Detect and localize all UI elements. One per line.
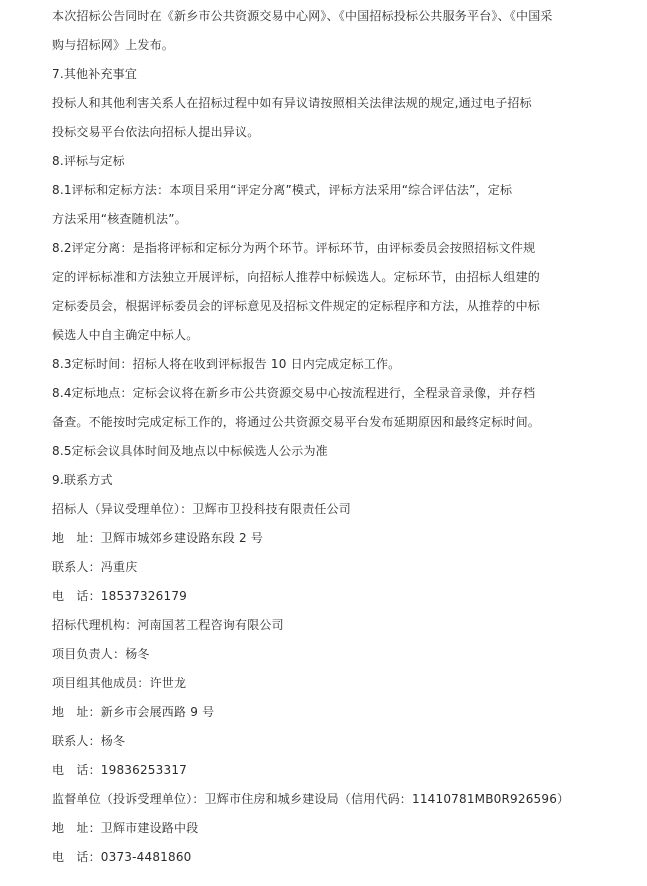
contact-line: 项目负责人：杨冬	[52, 647, 150, 661]
text-line: 定标委员会，根据评标委员会的评标意见及招标文件规定的定标程序和方法，从推荐的中标	[52, 299, 541, 313]
contact-line: 招标代理机构：河南国茗工程咨询有限公司	[52, 618, 284, 632]
contact-line: 电 话：19836253317	[52, 763, 187, 777]
section-heading: 8.评标与定标	[52, 154, 125, 168]
text-line: 方法采用“核查随机法”。	[52, 212, 187, 226]
contact-line: 地 址：卫辉市城郊乡建设路东段 2 号	[52, 531, 264, 545]
text-line: 投标人和其他利害关系人在招标过程中如有异议请按照相关法律法规的规定,通过电子招标	[52, 96, 532, 110]
contact-line: 电 话：18537326179	[52, 589, 187, 603]
text-line: 8.1评标和定标方法：本项目采用“评定分离”模式，评标方法采用“综合评估法”，定标	[52, 183, 513, 197]
text-line: 8.2评定分离：是指将评标和定标分为两个环节。评标环节，由评标委员会按照招标文件规	[52, 241, 536, 255]
section-heading: 9.联系方式	[52, 473, 113, 487]
contact-line: 招标人（异议受理单位）：卫辉市卫投科技有限责任公司	[52, 502, 352, 516]
text-line: 投标交易平台依法向招标人提出异议。	[52, 125, 260, 139]
text-line: 候选人中自主确定中标人。	[52, 328, 199, 342]
text-line: 定的评标标准和方法独立开展评标，向招标人推荐中标候选人。定标环节，由招标人组建的	[52, 270, 541, 284]
contact-line: 地 址：新乡市会展西路 9 号	[52, 705, 215, 719]
text-line: 8.3定标时间：招标人将在收到评标报告 10 日内完成定标工作。	[52, 357, 401, 371]
text-line: 备查。不能按时完成定标工作的，将通过公共资源交易平台发布延期原因和最终定标时间。	[52, 415, 541, 429]
contact-line: 监督单位（投诉受理单位）：卫辉市住房和城乡建设局（信用代码：11410781MB0R926596）	[52, 792, 570, 806]
text-line: 8.5定标会议具体时间及地点以中标候选人公示为准	[52, 444, 328, 458]
contact-line: 联系人：冯重庆	[52, 560, 138, 574]
section-heading: 7.其他补充事宜	[52, 67, 138, 81]
text-line: 购与招标网》上发布。	[52, 38, 175, 52]
contact-line: 电 话：0373-4481860	[52, 850, 192, 864]
contact-line: 联系人：杨冬	[52, 734, 126, 748]
text-line: 本次招标公告同时在《新乡市公共资源交易中心网》、《中国招标投标公共服务平台》、《中国采	[52, 9, 553, 23]
contact-line: 项目组其他成员：许世龙	[52, 676, 187, 690]
contact-line: 地 址：卫辉市建设路中段	[52, 821, 199, 835]
text-line: 8.4定标地点：定标会议将在新乡市公共资源交易中心按流程进行，全程录音录像，并存档	[52, 386, 536, 400]
